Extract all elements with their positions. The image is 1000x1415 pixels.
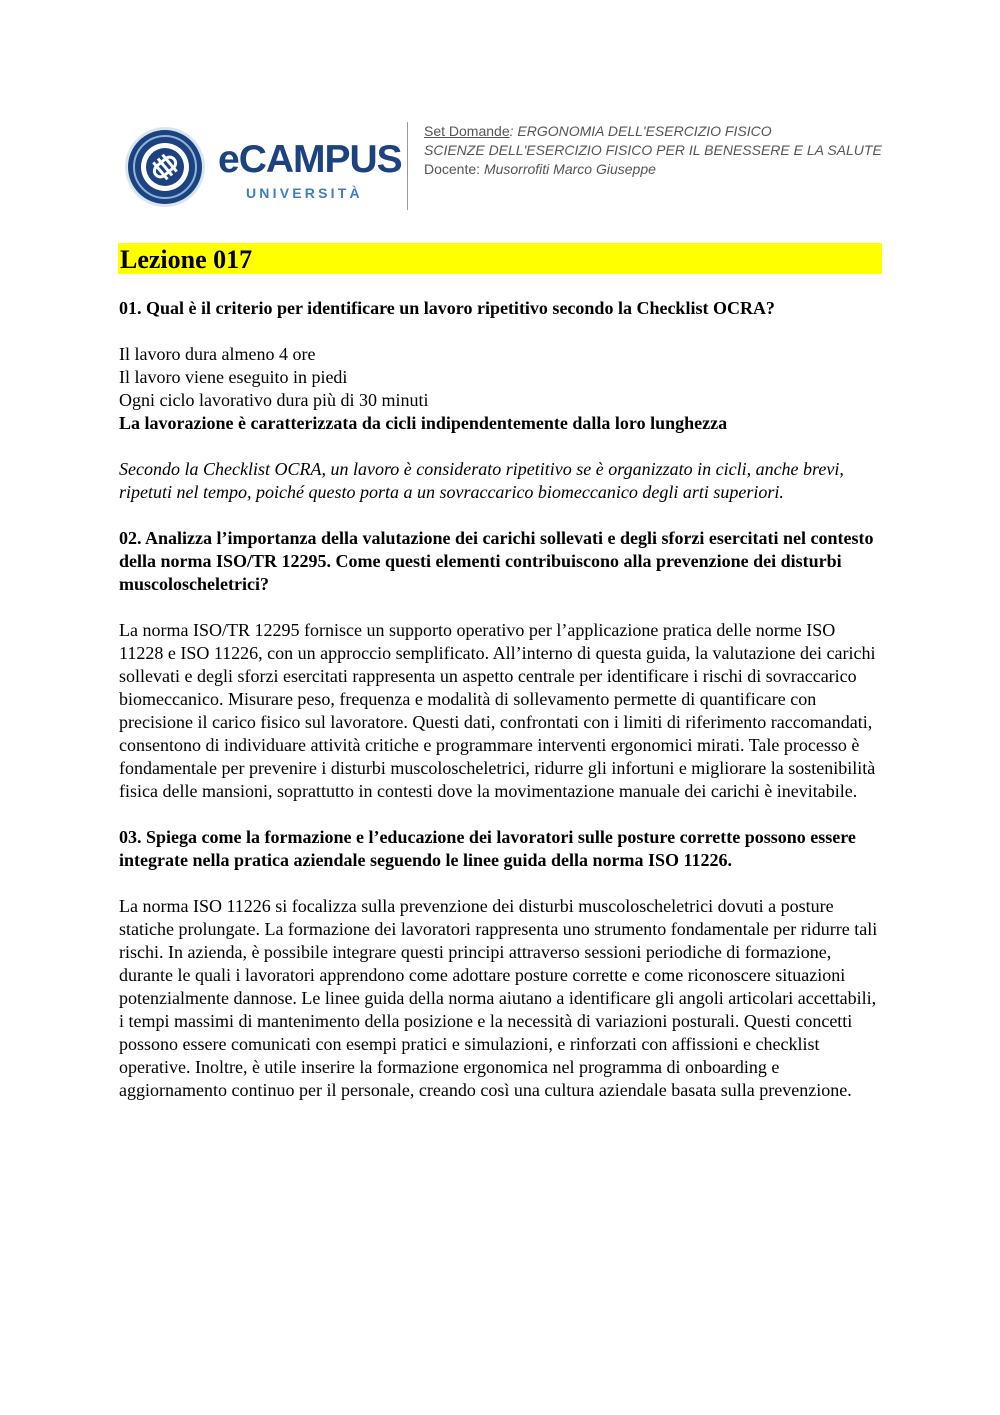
course-info bbox=[424, 122, 894, 179]
answer-option: Ogni ciclo lavorativo dura più di 30 minuti bbox=[119, 390, 429, 410]
answer-option: Il lavoro dura almeno 4 ore bbox=[119, 344, 316, 364]
teacher-line bbox=[424, 160, 894, 179]
lesson-title: Lezione 017 bbox=[120, 245, 253, 274]
question-1: 01. Qual è il criterio per identificare un lavoro ripetitivo secondo la Checklist OCRA? bbox=[119, 298, 775, 318]
document-header bbox=[120, 118, 900, 213]
teacher-name: Musorrofiti Marco Giuseppe bbox=[483, 161, 656, 177]
document-body bbox=[119, 297, 884, 1102]
answer-3: La norma ISO 11226 si focalizza sulla prevenzione dei disturbi muscoloscheletrici dovuti a posture statiche prolungate. La formazione dei lavoratori rappresenta uno strumento fondamentale per ridurre tali rischi. In azienda, è possibile integrare questi principi attraverso sessioni periodiche di formazione, durante le quali i lavoratori apprendono come adottare posture corrette e come riconoscere situazioni potenzialmente dannose. Le linee guida della norma aiutano a identificare gli angoli articolari accettabili, i tempi massimi di mantenimento della posizione e la necessità di variazioni posturali. Questi concetti possono essere comunicati con esempi pratici e simulazioni, e rinforzati con affissioni e checklist operative. Inoltre, è utile inserire la formazione ergonomica nel programma di onboarding e aggiornamento continuo per il personale, creando così una cultura aziendale basata sulla prevenzione. bbox=[119, 896, 878, 1100]
lesson-title-bar bbox=[118, 243, 882, 274]
correct-answer-option: La lavorazione è caratterizzata da cicli indipendentemente dalla loro lunghezza bbox=[119, 413, 728, 433]
university-emblem-icon bbox=[124, 126, 206, 208]
question-set-value: : ERGONOMIA DELL'ESERCIZIO FISICO bbox=[509, 123, 772, 139]
question-set-label: Set Domande bbox=[424, 123, 510, 139]
teacher-label: Docente: bbox=[424, 161, 481, 177]
answer-option: Il lavoro viene eseguito in piedi bbox=[119, 367, 348, 387]
question-3: 03. Spiega come la formazione e l’educazione dei lavoratori sulle posture corrette possono essere integrate nella pratica aziendale seguendo le linee guida della norma ISO 11226. bbox=[119, 827, 856, 870]
question-2: 02. Analizza l’importanza della valutazione dei carichi sollevati e degli sforzi esercitati nel contesto della norma ISO/TR 12295. Come questi elementi contribuiscono alla prevenzione dei disturbi muscoloscheletrici? bbox=[119, 528, 874, 594]
course-name: SCIENZE DELL'ESERCIZIO FISICO PER IL BENESSERE E LA SALUTE bbox=[424, 142, 882, 158]
ecampus-logo bbox=[124, 122, 400, 208]
answer-options bbox=[119, 343, 884, 435]
header-divider bbox=[407, 122, 408, 210]
answer-explanation: Secondo la Checklist OCRA, un lavoro è considerato ripetitivo se è organizzato in cicli, anche brevi, ripetuti nel tempo, poiché questo porta a un sovraccarico biomeccanico degli arti superiori. bbox=[119, 459, 844, 502]
answer-2: La norma ISO/TR 12295 fornisce un supporto operativo per l’applicazione pratica delle norme ISO 11228 e ISO 11226, con un approccio semplificato. All’interno di questa guida, la valutazione dei carichi sollevati e degli sforzi esercitati rappresenta un aspetto centrale per identificare i rischi di sovraccarico biomeccanico. Misurare peso, frequenza e modalità di sollevamento permette di quantificare con precisione il carico fisico sul lavoratore. Questi dati, confrontati con i limiti di riferimento raccomandati, consentono di individuare attività critiche e programmare interventi ergonomici mirati. Tale processo è fondamentale per prevenire i disturbi muscoloscheletrici, ridurre gli infortuni e migliorare la sostenibilità fisica delle mansioni, soprattutto in contesti dove la movimentazione manuale dei carichi è inevitabile. bbox=[119, 620, 876, 801]
question-set-line bbox=[424, 122, 894, 141]
logo-subtitle: UNIVERSITÀ bbox=[246, 185, 363, 201]
logo-wordmark: eCAMPUS bbox=[218, 138, 402, 181]
